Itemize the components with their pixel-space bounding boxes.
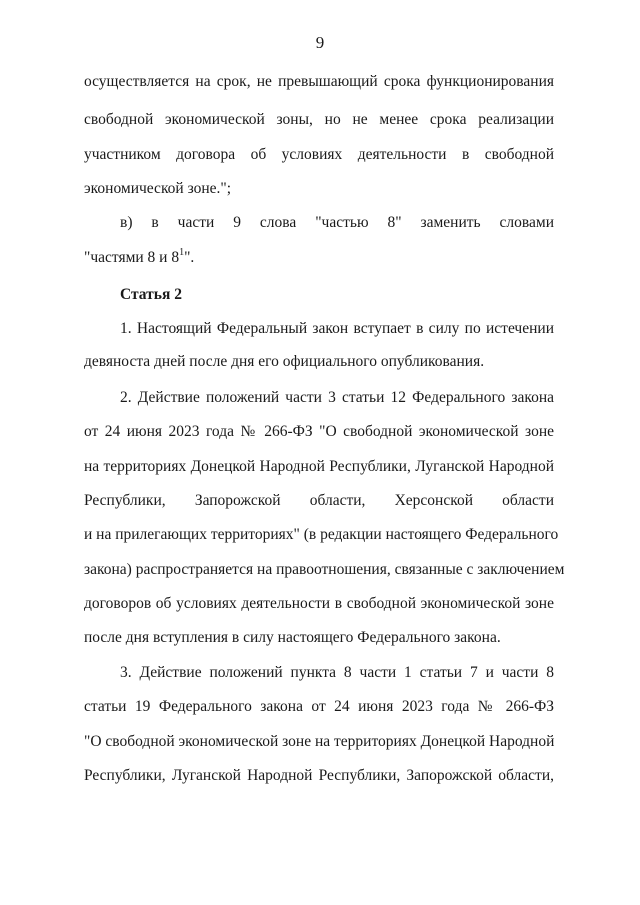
text-line: Республики, Луганской Народной Республики, Запорожской области, xyxy=(84,767,554,784)
page-number: 9 xyxy=(315,33,325,52)
text-line: девяноста дней после дня его официального опубликования. xyxy=(84,353,485,370)
text-line: на территориях Донецкой Народной Республики, Луганской Народной xyxy=(84,458,554,475)
text-line xyxy=(84,248,554,268)
text-line: Республики, Запорожской области, Херсонской области xyxy=(84,492,554,509)
text-line: и на прилегающих территориях" (в редакции настоящего Федерального xyxy=(84,526,559,543)
text-line: после дня вступления в силу настоящего Федерального закона. xyxy=(84,629,501,646)
text-line: статьи 19 Федерального закона от 24 июня 2023 года № 266-ФЗ xyxy=(84,698,554,715)
text-line: 3. Действие положений пункта 8 части 1 статьи 7 и части 8 xyxy=(120,664,554,681)
text-line: в) в части 9 слова "частью 8" заменить словами xyxy=(120,214,554,231)
text-line: экономической зоне."; xyxy=(84,180,232,197)
text-fragment: "частями 8 и 8 xyxy=(84,249,180,266)
text-line: участником договора об условиях деятельности в свободной xyxy=(84,146,554,163)
text-line: договоров об условиях деятельности в свободной экономической зоне xyxy=(84,595,554,612)
article-heading: Статья 2 xyxy=(120,286,182,303)
text-line: осуществляется на срок, не превышающий срока функционирования xyxy=(84,73,554,90)
text-line: свободной экономической зоны, но не менее срока реализации xyxy=(84,111,554,128)
text-line: 2. Действие положений части 3 статьи 12 Федерального закона xyxy=(120,389,554,406)
text-line: 1. Настоящий Федеральный закон вступает в силу по истечении xyxy=(120,320,554,337)
text-line: закона) распространяется на правоотношения, связанные с заключением xyxy=(84,561,565,578)
text-line: от 24 июня 2023 года № 266-ФЗ "О свободной экономической зоне xyxy=(84,423,554,440)
superscript: 1 xyxy=(179,246,185,258)
text-fragment: ". xyxy=(184,249,195,266)
text-line: "О свободной экономической зоне на территориях Донецкой Народной xyxy=(84,733,555,750)
